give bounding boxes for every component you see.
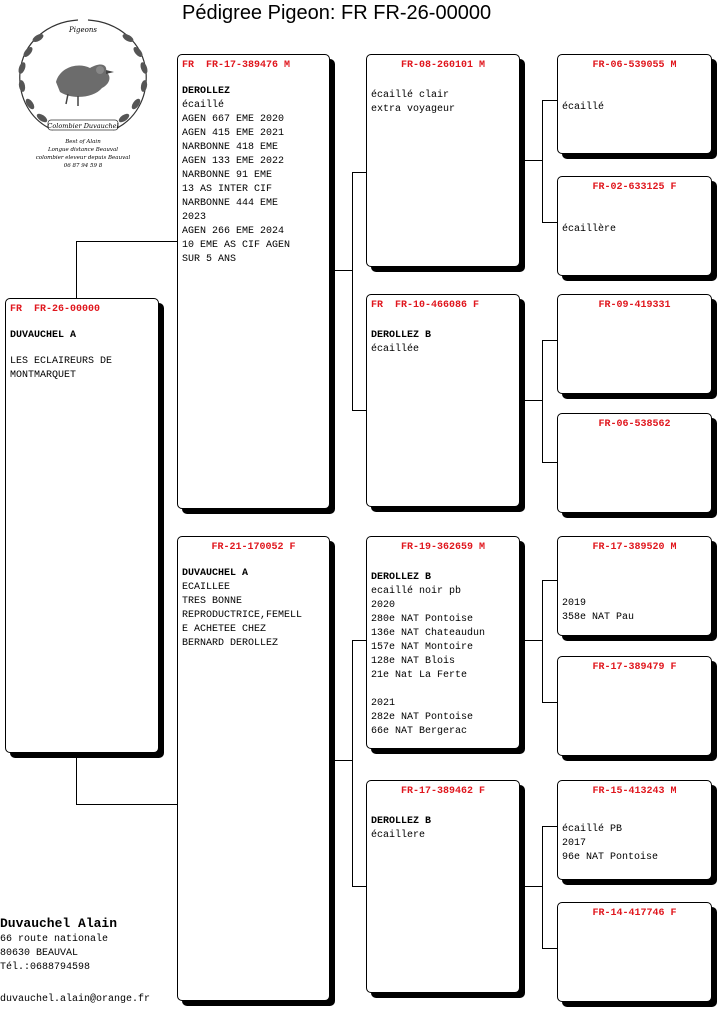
info-line: 358e NAT Pau bbox=[562, 612, 635, 623]
connector-subject-up bbox=[76, 241, 77, 298]
info-line: REPRODUCTRICE,FEMELL bbox=[182, 610, 303, 621]
connector-ds-out bbox=[520, 640, 542, 641]
connector-dam-vertical bbox=[352, 640, 353, 886]
info-line: NARBONNE 91 EME bbox=[182, 170, 273, 181]
info-line: BERNARD DEROLLEZ bbox=[182, 638, 279, 649]
ring-number: FR-08-260101 M bbox=[400, 60, 485, 71]
connector-sd-vertical bbox=[542, 340, 543, 462]
breeder-name: DUVAUCHEL A bbox=[182, 568, 249, 579]
ring-number: FR-15-413243 M bbox=[592, 786, 677, 797]
connector-dd-vertical bbox=[542, 826, 543, 948]
info-line bbox=[371, 683, 515, 697]
connector-dam-ds bbox=[352, 640, 366, 641]
info-line: 157e NAT Montoire bbox=[371, 642, 474, 653]
connector-ss-vertical bbox=[542, 100, 543, 222]
info-line: 2023 bbox=[182, 212, 207, 223]
owner-email[interactable]: duvauchel.alain@orange.fr bbox=[0, 994, 151, 1005]
logo-caption-3: colombier eleveur depuis Beauval bbox=[35, 155, 131, 161]
pedigree-card-dds[interactable] bbox=[557, 780, 712, 880]
logo-caption-2: Longue distance Beauval bbox=[47, 147, 119, 153]
info-line: 66e NAT Bergerac bbox=[371, 726, 468, 737]
connector-sd-sdd bbox=[542, 462, 557, 463]
owner-address: 66 route nationale bbox=[0, 934, 109, 945]
info-line: ECAILLEE bbox=[182, 582, 231, 593]
owner-block bbox=[0, 915, 240, 975]
info-line: 280e NAT Pontoise bbox=[371, 614, 474, 625]
breeder-name: DEROLLEZ B bbox=[371, 572, 432, 583]
connector-dd-out bbox=[520, 886, 542, 887]
info-line: 2021 bbox=[371, 698, 396, 709]
info-line: écaillé clair bbox=[371, 90, 450, 101]
info-line: 2020 bbox=[371, 600, 396, 611]
ring-number: FR FR-10-466086 F bbox=[371, 300, 480, 311]
info-line: 128e NAT Blois bbox=[371, 656, 456, 667]
info-line: AGEN 133 EME 2022 bbox=[182, 156, 285, 167]
connector-dd-ddd bbox=[542, 948, 557, 949]
connector-sd-out bbox=[520, 400, 542, 401]
breeder-name: DUVAUCHEL A bbox=[10, 330, 77, 341]
ring-number: FR-17-389462 F bbox=[400, 786, 485, 797]
info-line: MONTMARQUET bbox=[10, 370, 77, 381]
pedigree-card-ssd[interactable] bbox=[557, 176, 712, 276]
ring-number: FR-06-538562 bbox=[598, 419, 671, 430]
ring-number: FR FR-26-00000 bbox=[10, 304, 101, 315]
info-line: NARBONNE 418 EME bbox=[182, 142, 279, 153]
pedigree-card-subject[interactable] bbox=[5, 298, 159, 753]
info-line: écaillé PB bbox=[562, 824, 623, 835]
pedigree-card-sire-sire[interactable] bbox=[366, 54, 520, 267]
connector-subject-down bbox=[76, 753, 77, 804]
pedigree-card-sire[interactable] bbox=[177, 54, 330, 509]
ring-number: FR-09-419331 bbox=[598, 300, 671, 311]
info-line: AGEN 667 EME 2020 bbox=[182, 114, 285, 125]
info-line: ecaillé noir pb bbox=[371, 586, 462, 597]
page-title: Pédigree Pigeon: FR FR-26-00000 bbox=[182, 2, 492, 24]
pedigree-card-dsd[interactable] bbox=[557, 656, 712, 756]
pedigree-card-sdd[interactable] bbox=[557, 413, 712, 513]
ring-number: FR-02-633125 F bbox=[592, 182, 677, 193]
pedigree-card-dam-dam[interactable] bbox=[366, 780, 520, 993]
info-line: écaillère bbox=[562, 224, 617, 235]
logo-script: Pigeons bbox=[69, 26, 97, 34]
ring-number: FR-06-539055 M bbox=[592, 60, 677, 71]
connector-dd-dds bbox=[542, 826, 557, 827]
info-line: écaillée bbox=[371, 344, 420, 355]
pedigree-card-dss[interactable] bbox=[557, 536, 712, 636]
connector-ds-dsd bbox=[542, 702, 557, 703]
connector-dam-out bbox=[330, 760, 352, 761]
info-line: 21e Nat La Ferte bbox=[371, 670, 468, 681]
info-line: extra voyageur bbox=[371, 104, 456, 115]
info-line: écaillé bbox=[562, 102, 605, 113]
connector-sire-sd bbox=[352, 410, 366, 411]
pedigree-card-ddd[interactable] bbox=[557, 902, 712, 1002]
ring-number: FR-19-362659 M bbox=[400, 542, 485, 553]
info-line: 2017 bbox=[562, 838, 587, 849]
info-line: LES ECLAIREURS DE bbox=[10, 356, 113, 367]
ring-number: FR-17-389479 F bbox=[592, 662, 677, 673]
connector-ss-sss bbox=[542, 100, 557, 101]
connector-subject-sire bbox=[76, 241, 177, 242]
info-line: SUR 5 ANS bbox=[182, 254, 237, 265]
info-line: 136e NAT Chateaudun bbox=[371, 628, 486, 639]
connector-ss-ssd bbox=[542, 222, 557, 223]
connector-dam-dd bbox=[352, 886, 366, 887]
connector-sire-ss bbox=[352, 172, 366, 173]
info-line: 2019 bbox=[562, 598, 587, 609]
ring-number: FR-21-170052 F bbox=[211, 542, 296, 553]
info-line: E ACHETEE CHEZ bbox=[182, 624, 267, 635]
ring-number: FR FR-17-389476 M bbox=[182, 60, 291, 71]
logo-banner: Colombier Duvauchel bbox=[47, 122, 119, 130]
pedigree-card-sire-dam[interactable] bbox=[366, 294, 520, 507]
breeder-name: DEROLLEZ B bbox=[371, 330, 432, 341]
info-line: 10 EME AS CIF AGEN bbox=[182, 240, 291, 251]
owner-name: Duvauchel Alain bbox=[0, 916, 118, 931]
info-line: 96e NAT Pontoise bbox=[562, 852, 659, 863]
connector-ds-vertical bbox=[542, 580, 543, 702]
connector-sd-sds bbox=[542, 340, 557, 341]
connector-ds-dss bbox=[542, 580, 557, 581]
info-line: AGEN 415 EME 2021 bbox=[182, 128, 285, 139]
info-line: écaillé bbox=[182, 100, 225, 111]
connector-sire-vertical bbox=[352, 172, 353, 410]
info-line: 13 AS INTER CIF bbox=[182, 184, 273, 195]
info-line: NARBONNE 444 EME bbox=[182, 198, 279, 209]
pedigree-card-sss[interactable] bbox=[557, 54, 712, 154]
pedigree-card-dam-sire[interactable] bbox=[366, 536, 520, 749]
logo-caption-4: 06 87 94 59 8 bbox=[63, 163, 103, 169]
info-line: TRES BONNE bbox=[182, 596, 243, 607]
info-line: AGEN 266 EME 2024 bbox=[182, 226, 285, 237]
connector-sire-out bbox=[330, 270, 352, 271]
ring-number: FR-14-417746 F bbox=[592, 908, 677, 919]
pedigree-card-sds[interactable] bbox=[557, 294, 712, 394]
pigeon-laurel-wreath-icon bbox=[8, 12, 158, 177]
breeder-name: DEROLLEZ bbox=[182, 86, 231, 97]
info-line: écaillere bbox=[371, 830, 426, 841]
breeder-name: DEROLLEZ B bbox=[371, 816, 432, 827]
owner-city: 80630 BEAUVAL bbox=[0, 948, 79, 959]
connector-ss-out bbox=[520, 160, 542, 161]
owner-phone: Tél.:0688794598 bbox=[0, 962, 91, 973]
logo-caption-1: Best of Alain bbox=[65, 139, 101, 145]
info-line: 282e NAT Pontoise bbox=[371, 712, 474, 723]
connector-subject-dam bbox=[76, 804, 177, 805]
ring-number: FR-17-389520 M bbox=[592, 542, 677, 553]
